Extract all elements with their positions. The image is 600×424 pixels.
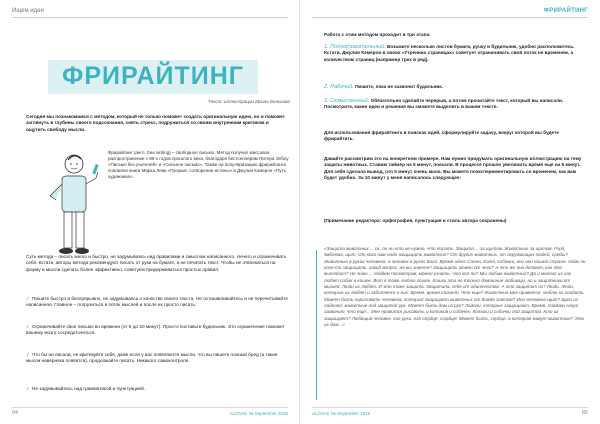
page-number-left: 84 xyxy=(12,410,19,416)
rule-item-1 xyxy=(26,296,288,309)
intro-paragraph: Сегодня мы познакомимся с методом, который не только поможет создать оригинальную идею, но и поможет заглянуть в глубины своего подсознания, снять стресс, подружиться со своим внутренним критиком и ощутить свободу мысли. xyxy=(26,114,285,132)
bullet-mark-icon: ✓ xyxy=(26,386,30,391)
footer-rule-right xyxy=(312,407,588,408)
step-3 xyxy=(324,98,586,111)
step-label: 1. Подготовительный. xyxy=(324,44,386,50)
step-1 xyxy=(324,44,586,63)
page-number-right: 85 xyxy=(581,410,588,416)
rule-text: Что бы ни писали, не критикуйте себя, даже если у вас появляются мысли, что вы пишете полный бред (а такие мысли наверняка появятся), продолжайте писать. Никакого самоконтроля. xyxy=(26,352,278,364)
step-text: Пишите, пока не зазвонит будильник. xyxy=(355,84,443,89)
magazine-footer-right: ALOVAK № September 2016 xyxy=(312,411,371,416)
lead-line: Работа с этим методом проходит в три этапа: xyxy=(324,32,431,37)
article-title: ФРИРАЙТИНГ xyxy=(62,62,244,90)
rule-text: Не задумывайтесь над грамматикой и пунктуацией. xyxy=(32,386,146,391)
example-paragraph: Давайте рассмотрим это на конкретном примере. Нам нужно придумать оригинальную иллюстрацию на тему защиты животных. Ставим таймер на 5 минут, поехали. В процессе прошло увеличить время еще на 5 минут. Для себя сделала вывод, что 5 минут очень мало. Вы можете поэкспериментировать со временем, как вам будет удобно. За 10 минут у меня написалось следующее: xyxy=(324,156,582,181)
bullet-mark-icon: ✓ xyxy=(26,296,30,301)
definition-text: Фрирайтинг (англ. free writing) – свободное письмо. Метод получил массовое распространение с 90-х годов прошлого века, благодаря бестселлерам Питера Элбоу «Письмо без учителей» и «Сильное письмо». Также на популяризацию фрирайтинга повлияли книги Марка Леви «Прорыв: сотворение истины» и Джулии Кэмерон «Путь художника». xyxy=(108,150,289,180)
illustration-figure xyxy=(44,150,104,262)
step-label: 3. Осмысленный. xyxy=(324,98,370,104)
right-page xyxy=(300,0,600,424)
rule-item-2 xyxy=(26,324,288,337)
step-text: Обязательно сделайте перерыв, а потом прочитайте текст, который вы написали. Посмотрите, какие идеи и решения вы сможете выделить в вашем тексте. xyxy=(324,98,564,110)
magazine-footer-left: ALOVAK № September 2016 xyxy=(229,411,288,416)
rule-item-4 xyxy=(26,386,288,392)
bullet-mark-icon: ✓ xyxy=(26,352,30,357)
step-label: 2. Рабочий. xyxy=(324,84,354,90)
step-2 xyxy=(324,84,586,90)
step-text: Возьмите несколько листов бумаги, ручку и будильник, удобно расположитесь. Кстати, Джулия Кэмерон в своих «Утренних страницах» советует ограничивать свой поток не временем, а количеством страниц (например трех в ряд). xyxy=(324,44,575,62)
header-rule-right xyxy=(312,17,588,18)
footer-rule-left xyxy=(12,407,288,408)
running-head-left: Ищем идеи xyxy=(12,8,44,14)
usage-paragraph: Для использования фрирайтинга в поисках идей, сформулируйте задачу, вокруг которой вы будете фрирайтить. xyxy=(324,130,559,142)
running-head-right: ФРИРАЙТИНГ xyxy=(543,8,588,14)
essence-paragraph: Суть метода – писать много и быстро, не задумываясь над правилами и смыслом написанного. Нечего и ограничивать себя. Кстати, авторы метода рекомендуют писать от руки на бумаге, а не печатать текст. Чтобы не отвлекаться на форму и мысли сделать более эффективно, советуем придерживаться простых правил. xyxy=(26,254,287,272)
rule-item-3 xyxy=(26,352,288,365)
header-rule-left xyxy=(12,17,288,18)
rule-text: Пишите быстро и беспрерывно, не задумываясь о качестве своего текста. Не останавливайтесь и не перечитывайте написанное. Главное – погрузиться в поток мыслей и после их просто писать. xyxy=(26,296,288,308)
rule-text: Ограничивайте свое письмо во времени (от 5 до 20 минут). Просто поставьте будильник. Это ограничение поможет вашему мозгу сосредоточиться. xyxy=(26,324,285,336)
editor-note: (Примечание редактора: орфография, пунктуация и стиль автора сохранены) xyxy=(324,218,507,223)
freewriting-sample: «Защита животных ... ох, он ни кто не нужно, что писать. Защита ... за щитом. Животные за щитом. Герб, эмблема, щит. От кого нам надо защищать животных? От других животных, от окружающих людей, среды? Животные в руках человека, а человек в руках Бога. Время идет Слона, Котя, собачки, все они нашей стране. Надо ли кого-то защищать, какой вопрос, не вы знаете? Защищать можно от чего? А что же они делают, как это выглядит? Не знаю ... пойдем посмотрим, можно узнать, что все ли? Мы любим животных? Да и многие из нас любят собак и кошек. Вот я тоже люблю кошек. Кошки это не только домашние любимцы, но и защитники от мышей. Люди их любят. И это тоже защита. Защитить себя от одиночества. А кто защитит их? Люди. Люди, которые их любят и заботятся о них. Время, время тикает. Что еще? Животные мне нравятся, люблю их гладить. Может быть нарисовать человека, который защищает животных от дождя зонтом? Или человека-щит? Щит из ладоней, животные под защитой рук. Может быть дом из рук? Ладони, которые защищают. Время, таймер скоро зазвонит, что еще... Мне нравится рисовать и котиков и собачек. Котики и собачки под защитой. Кто их защищает? Любящий человек, его руки, его сердце. Сердце! Может быть, сердце, в котором живут животные? Это их дом...» xyxy=(324,246,586,328)
quote-bar xyxy=(316,250,317,400)
bullet-mark-icon: ✓ xyxy=(26,324,30,329)
byline: Текст, иллюстрации Ирина Белькова xyxy=(207,99,290,104)
